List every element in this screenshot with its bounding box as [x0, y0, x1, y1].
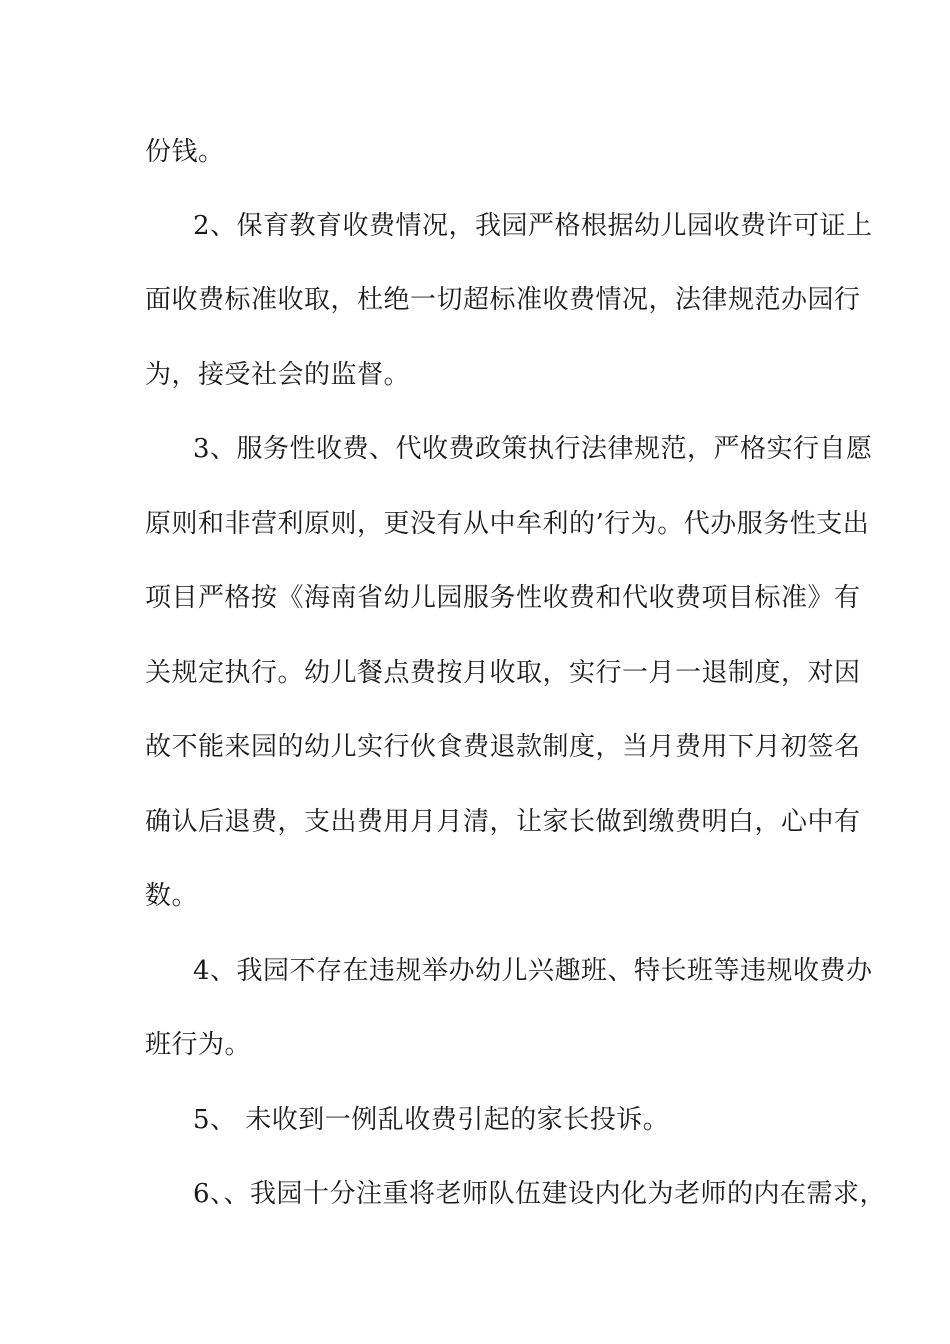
paragraph-line: 2、保育教育收费情况，我园严格根据幼儿园收费许可证上 — [193, 211, 873, 241]
paragraph-line: 班行为。 — [145, 1030, 252, 1060]
paragraph-line: 为，接受社会的监督。 — [145, 360, 411, 390]
paragraph-line: 面收费标准收取，杜绝一切超标准收费情况，法律规范办园行 — [145, 285, 861, 315]
paragraph-line: 关规定执行。幼儿餐点费按月收取，实行一月一退制度，对因 — [145, 658, 861, 688]
paragraph-line: 6、、我园十分注重将老师队伍建设内化为老师的内在需求， — [193, 1179, 887, 1209]
paragraph-line: 故不能来园的幼儿实行伙食费退款制度，当月费用下月初签名 — [145, 732, 861, 762]
paragraph-line: 份钱。 — [145, 137, 225, 167]
paragraph-line: 4、我园不存在违规举办幼儿兴趣班、特长班等违规收费办 — [193, 956, 873, 986]
paragraph-line: 原则和非营利原则，更没有从中牟利的’行为。代办服务性支出 — [145, 509, 870, 539]
paragraph-line: 数。 — [145, 881, 199, 911]
paragraph-line: 3、服务性收费、代收费政策执行法律规范，严格实行自愿 — [193, 434, 873, 464]
paragraph-line: 5、 未收到一例乱收费引起的家长投诉。 — [193, 1105, 670, 1135]
paragraph-line: 确认后退费，支出费用月月清，让家长做到缴费明白，心中有 — [145, 807, 861, 837]
paragraph-line: 项目严格按《海南省幼儿园服务性收费和代收费项目标准》有 — [145, 583, 861, 613]
